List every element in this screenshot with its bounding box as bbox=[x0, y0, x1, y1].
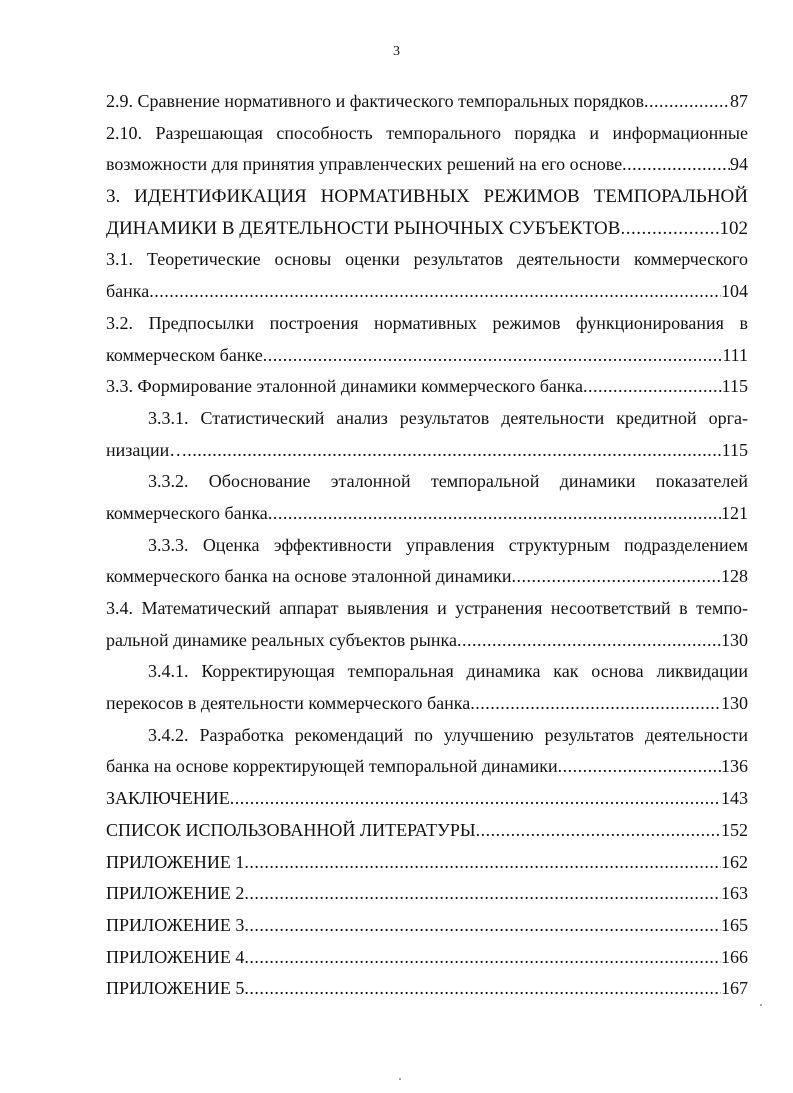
toc-appendix-3 bbox=[106, 910, 748, 942]
dot-leader bbox=[583, 371, 722, 403]
toc-entry-title: возможности для принятия управленческих решений на его основе bbox=[106, 154, 623, 175]
dot-leader bbox=[187, 435, 721, 467]
toc-entry-title: ЗАКЛЮЧЕНИЕ bbox=[106, 788, 230, 809]
toc-entry-3-1-line2 bbox=[106, 276, 748, 308]
toc-entry-2-9 bbox=[106, 86, 748, 118]
dot-leader bbox=[244, 942, 721, 974]
toc-entry-title: коммерческого банка bbox=[106, 502, 268, 523]
scan-speck bbox=[399, 1078, 401, 1080]
toc-entry-3-4-line2 bbox=[106, 625, 748, 657]
toc-entry-title: ПРИЛОЖЕНИЕ 4 bbox=[106, 946, 245, 967]
toc-page-number: 143 bbox=[721, 788, 748, 809]
dot-leader bbox=[558, 751, 721, 783]
dot-leader bbox=[263, 340, 723, 372]
toc-page-number: 166 bbox=[721, 946, 748, 967]
dot-leader bbox=[470, 688, 721, 720]
toc-entry-title: перекосов в деятельности коммерческого банка bbox=[106, 693, 471, 714]
toc-entry-title: низации… bbox=[106, 439, 188, 460]
toc-entry-3-1-line1: 3.1. Теоретические основы оценки результатов деятельности коммерческого bbox=[106, 249, 748, 270]
toc-appendix-1 bbox=[106, 847, 748, 879]
toc-entry-3-3-2-line1: 3.3.2. Обоснование эталонной темпоральной динамики показателей bbox=[148, 471, 748, 492]
toc-entry-3-3-3-line1: 3.3.3. Оценка эффективности управления структурным подразделением bbox=[148, 534, 748, 555]
toc-entry-title: банка bbox=[106, 281, 150, 302]
dot-leader bbox=[476, 815, 721, 847]
dot-leader bbox=[620, 213, 719, 245]
toc-entry-3-4-2-line2 bbox=[106, 751, 748, 783]
toc-entry-3-2-line2 bbox=[106, 340, 748, 372]
toc-entry-title: ДИНАМИКИ В ДЕЯТЕЛЬНОСТИ РЫНОЧНЫХ СУБЪЕКТОВ bbox=[106, 217, 621, 239]
toc-entry-title: коммерческом банке bbox=[106, 344, 263, 365]
toc-page-number: 167 bbox=[721, 978, 748, 999]
toc-entry-title: коммерческого банка на основе эталонной динамики bbox=[106, 566, 512, 587]
toc-entry-3-3-1-line1: 3.3.1. Статистический анализ результатов деятельности кредитной орга- bbox=[148, 407, 748, 428]
toc-entry-title: 2.9. Сравнение нормативного и фактического темпоральных порядков bbox=[106, 91, 644, 111]
toc-page-number: 130 bbox=[721, 693, 748, 714]
toc-entry-title: СПИСОК ИСПОЛЬЗОВАННОЙ ЛИТЕРАТУРЫ bbox=[106, 819, 476, 840]
toc-page-number: 115 bbox=[721, 439, 748, 460]
toc-page-number: 87 bbox=[730, 91, 748, 111]
toc-entry-2-10-line1: 2.10. Разрешающая способность темпорального порядка и информационные bbox=[106, 122, 748, 143]
dot-leader bbox=[244, 910, 721, 942]
dot-leader bbox=[244, 847, 721, 879]
toc-page-number: 121 bbox=[721, 502, 748, 523]
toc-entry-2-10-line2 bbox=[106, 149, 748, 181]
toc-bibliography bbox=[106, 815, 748, 847]
dot-leader bbox=[230, 783, 721, 815]
toc-entry-3-3-2-line2 bbox=[106, 498, 748, 530]
toc-entry-3-3 bbox=[106, 371, 748, 403]
toc-entry-title: ПРИЛОЖЕНИЕ 1 bbox=[106, 851, 245, 872]
toc-page-number: 128 bbox=[721, 566, 748, 587]
toc-appendix-5 bbox=[106, 973, 748, 1005]
toc-page-number: 115 bbox=[721, 376, 748, 397]
toc-page-number: 102 bbox=[719, 217, 748, 239]
toc-entry-3-4-line1: 3.4. Математический аппарат выявления и устранения несоответствий в темпо- bbox=[106, 598, 748, 618]
dot-leader bbox=[457, 625, 721, 657]
dot-leader bbox=[622, 149, 730, 181]
toc-page-number: 163 bbox=[721, 883, 748, 904]
table-of-contents bbox=[106, 86, 748, 1005]
toc-page-number: 111 bbox=[722, 344, 748, 365]
toc-conclusion bbox=[106, 783, 748, 815]
toc-page-number: 130 bbox=[721, 629, 748, 650]
toc-appendix-2 bbox=[106, 878, 748, 910]
toc-page-number: 136 bbox=[721, 756, 748, 777]
toc-entry-title: 3.3. Формирование эталонной динамики коммерческого банка bbox=[106, 376, 583, 397]
dot-leader bbox=[512, 561, 721, 593]
toc-entry-3-4-1-line2 bbox=[106, 688, 748, 720]
dot-leader bbox=[644, 86, 730, 118]
toc-chapter-3-line1: 3. ИДЕНТИФИКАЦИЯ НОРМАТИВНЫХ РЕЖИМОВ ТЕМПОРАЛЬНОЙ bbox=[106, 186, 748, 208]
toc-page-number: 94 bbox=[730, 154, 748, 175]
toc-appendix-4 bbox=[106, 942, 748, 974]
toc-entry-title: ПРИЛОЖЕНИЕ 5 bbox=[106, 978, 245, 999]
toc-entry-title: ПРИЛОЖЕНИЕ 3 bbox=[106, 914, 245, 935]
toc-entry-3-3-1-line2 bbox=[106, 435, 748, 467]
toc-page-number: 152 bbox=[721, 819, 748, 840]
toc-page-number: 162 bbox=[721, 851, 748, 872]
page-number: 3 bbox=[393, 44, 400, 59]
toc-entry-3-2-line1: 3.2. Предпосылки построения нормативных режимов функционирования в bbox=[106, 312, 748, 333]
toc-entry-3-4-2-line1: 3.4.2. Разработка рекомендаций по улучшению результатов деятельности bbox=[148, 724, 748, 745]
dot-leader bbox=[149, 276, 721, 308]
dot-leader bbox=[244, 973, 721, 1005]
dot-leader bbox=[268, 498, 721, 530]
scan-speck bbox=[760, 1004, 762, 1006]
dot-leader bbox=[244, 878, 721, 910]
toc-entry-3-4-1-line1: 3.4.1. Корректирующая темпоральная динамика как основа ликвидации bbox=[148, 661, 748, 682]
toc-entry-title: ральной динамике реальных субъектов рынка bbox=[106, 629, 457, 650]
toc-chapter-3-line2 bbox=[106, 213, 748, 245]
toc-entry-title: банка на основе корректирующей темпоральной динамики bbox=[106, 756, 558, 777]
toc-page-number: 165 bbox=[721, 914, 748, 935]
toc-entry-title: ПРИЛОЖЕНИЕ 2 bbox=[106, 883, 245, 904]
toc-page-number: 104 bbox=[721, 281, 748, 302]
toc-entry-3-3-3-line2 bbox=[106, 561, 748, 593]
